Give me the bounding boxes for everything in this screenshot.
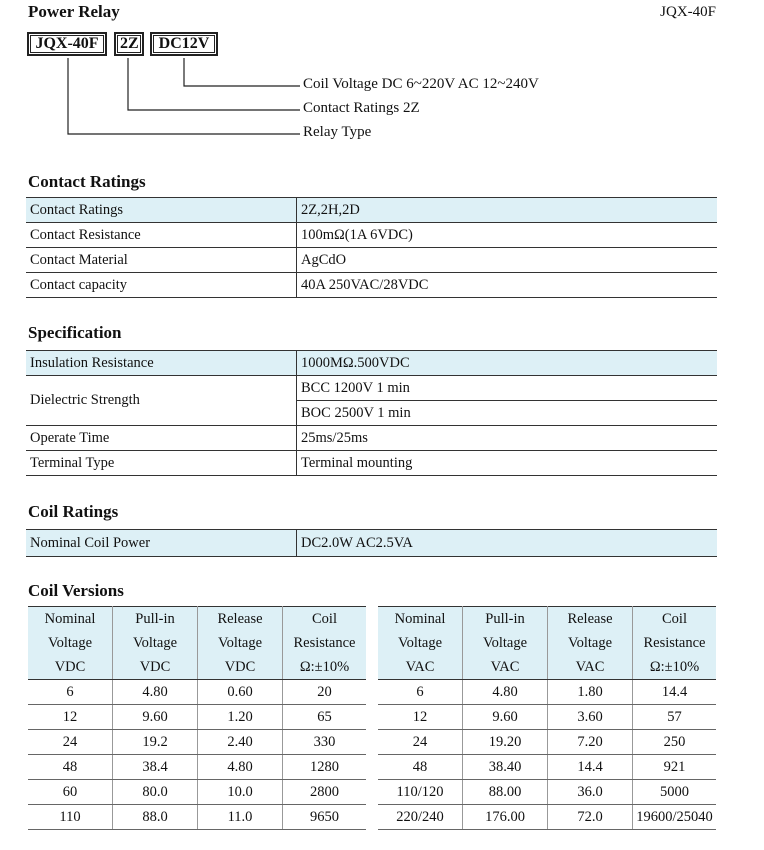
cell: 38.40 <box>463 755 548 780</box>
page-title: Power Relay <box>28 2 120 21</box>
coil-versions-ac-table <box>378 606 716 830</box>
column-header: Release Voltage VDC <box>198 607 283 680</box>
cell: 330 <box>283 730 367 755</box>
cell: 20 <box>283 680 367 705</box>
column-header: Nominal Voltage VAC <box>378 607 463 680</box>
table-row <box>378 805 716 830</box>
table-row <box>26 248 717 273</box>
code-box-contact: 2Z <box>114 32 144 56</box>
cell: 4.80 <box>463 680 548 705</box>
cell: 2800 <box>283 780 367 805</box>
table-row <box>26 530 717 557</box>
cell: 9.60 <box>463 705 548 730</box>
spec-key: Contact Material <box>26 248 297 273</box>
cell: 5000 <box>633 780 717 805</box>
table-row <box>28 780 366 805</box>
cell: 6 <box>28 680 113 705</box>
cell: 65 <box>283 705 367 730</box>
table-row <box>26 426 717 451</box>
spec-key: Contact capacity <box>26 273 297 298</box>
table-row <box>26 451 717 476</box>
table-row <box>28 730 366 755</box>
table-row <box>378 705 716 730</box>
coil-ratings-table <box>26 529 717 557</box>
section-title-coil-ratings: Coil Ratings <box>28 502 119 521</box>
code-box-type: JQX-40F <box>27 32 107 56</box>
cell: 4.80 <box>198 755 283 780</box>
cell: 250 <box>633 730 717 755</box>
annotation-coil-voltage: Coil Voltage DC 6~220V AC 12~240V <box>303 76 539 92</box>
spec-key: Dielectric Strength <box>26 376 297 426</box>
cell: 9.60 <box>113 705 198 730</box>
spec-value: BOC 2500V 1 min <box>297 401 718 426</box>
cell: 19.2 <box>113 730 198 755</box>
section-title-coil-versions: Coil Versions <box>28 581 124 600</box>
table-row <box>378 780 716 805</box>
cell: 14.4 <box>548 755 633 780</box>
spec-value: AgCdO <box>297 248 718 273</box>
cell: 72.0 <box>548 805 633 830</box>
section-title-contact-ratings: Contact Ratings <box>28 172 146 191</box>
cell: 110/120 <box>378 780 463 805</box>
cell: 10.0 <box>198 780 283 805</box>
cell: 80.0 <box>113 780 198 805</box>
cell: 6 <box>378 680 463 705</box>
table-row <box>378 730 716 755</box>
spec-key: Contact Resistance <box>26 223 297 248</box>
spec-value: 40A 250VAC/28VDC <box>297 273 718 298</box>
table-row <box>26 376 717 401</box>
cell: 921 <box>633 755 717 780</box>
spec-key: Terminal Type <box>26 451 297 476</box>
spec-value: 2Z,2H,2D <box>297 198 718 223</box>
cell: 24 <box>378 730 463 755</box>
spec-key: Contact Ratings <box>26 198 297 223</box>
cell: 12 <box>378 705 463 730</box>
column-header: Release Voltage VAC <box>548 607 633 680</box>
cell: 60 <box>28 780 113 805</box>
table-row <box>26 223 717 248</box>
spec-value: DC2.0W AC2.5VA <box>297 530 718 557</box>
cell: 1.80 <box>548 680 633 705</box>
spec-value: BCC 1200V 1 min <box>297 376 718 401</box>
cell: 110 <box>28 805 113 830</box>
cell: 220/240 <box>378 805 463 830</box>
table-row <box>26 198 717 223</box>
spec-value: 100mΩ(1A 6VDC) <box>297 223 718 248</box>
cell: 38.4 <box>113 755 198 780</box>
column-header: Nominal Voltage VDC <box>28 607 113 680</box>
spec-value: Terminal mounting <box>297 451 718 476</box>
section-title-specification: Specification <box>28 323 122 342</box>
table-row <box>26 273 717 298</box>
column-header: Pull-in Voltage VDC <box>113 607 198 680</box>
cell: 48 <box>378 755 463 780</box>
table-row <box>378 680 716 705</box>
table-row <box>26 351 717 376</box>
cell: 2.40 <box>198 730 283 755</box>
table-row <box>28 805 366 830</box>
cell: 12 <box>28 705 113 730</box>
coil-versions-dc-table <box>28 606 366 830</box>
column-header: Coil Resistance Ω:±10% <box>633 607 717 680</box>
annotation-contact-ratings: Contact Ratings 2Z <box>303 100 420 116</box>
cell: 24 <box>28 730 113 755</box>
cell: 48 <box>28 755 113 780</box>
cell: 11.0 <box>198 805 283 830</box>
cell: 1280 <box>283 755 367 780</box>
table-row <box>28 705 366 730</box>
column-header: Pull-in Voltage VAC <box>463 607 548 680</box>
table-row <box>28 755 366 780</box>
cell: 7.20 <box>548 730 633 755</box>
cell: 19.20 <box>463 730 548 755</box>
spec-key: Insulation Resistance <box>26 351 297 376</box>
cell: 176.00 <box>463 805 548 830</box>
model-label: JQX-40F <box>660 4 716 20</box>
table-row <box>28 680 366 705</box>
spec-value: 1000MΩ.500VDC <box>297 351 718 376</box>
cell: 3.60 <box>548 705 633 730</box>
cell: 36.0 <box>548 780 633 805</box>
cell: 19600/25040 <box>633 805 717 830</box>
cell: 0.60 <box>198 680 283 705</box>
cell: 4.80 <box>113 680 198 705</box>
spec-key: Operate Time <box>26 426 297 451</box>
cell: 57 <box>633 705 717 730</box>
cell: 14.4 <box>633 680 717 705</box>
annotation-relay-type: Relay Type <box>303 124 372 140</box>
column-header: Coil Resistance Ω:±10% <box>283 607 367 680</box>
code-box-voltage: DC12V <box>150 32 218 56</box>
cell: 88.0 <box>113 805 198 830</box>
cell: 1.20 <box>198 705 283 730</box>
table-row <box>378 755 716 780</box>
spec-key: Nominal Coil Power <box>26 530 297 557</box>
spec-value: 25ms/25ms <box>297 426 718 451</box>
table-header-row <box>378 607 716 680</box>
cell: 88.00 <box>463 780 548 805</box>
specification-table <box>26 350 717 476</box>
table-header-row <box>28 607 366 680</box>
cell: 9650 <box>283 805 367 830</box>
contact-ratings-table <box>26 197 717 298</box>
